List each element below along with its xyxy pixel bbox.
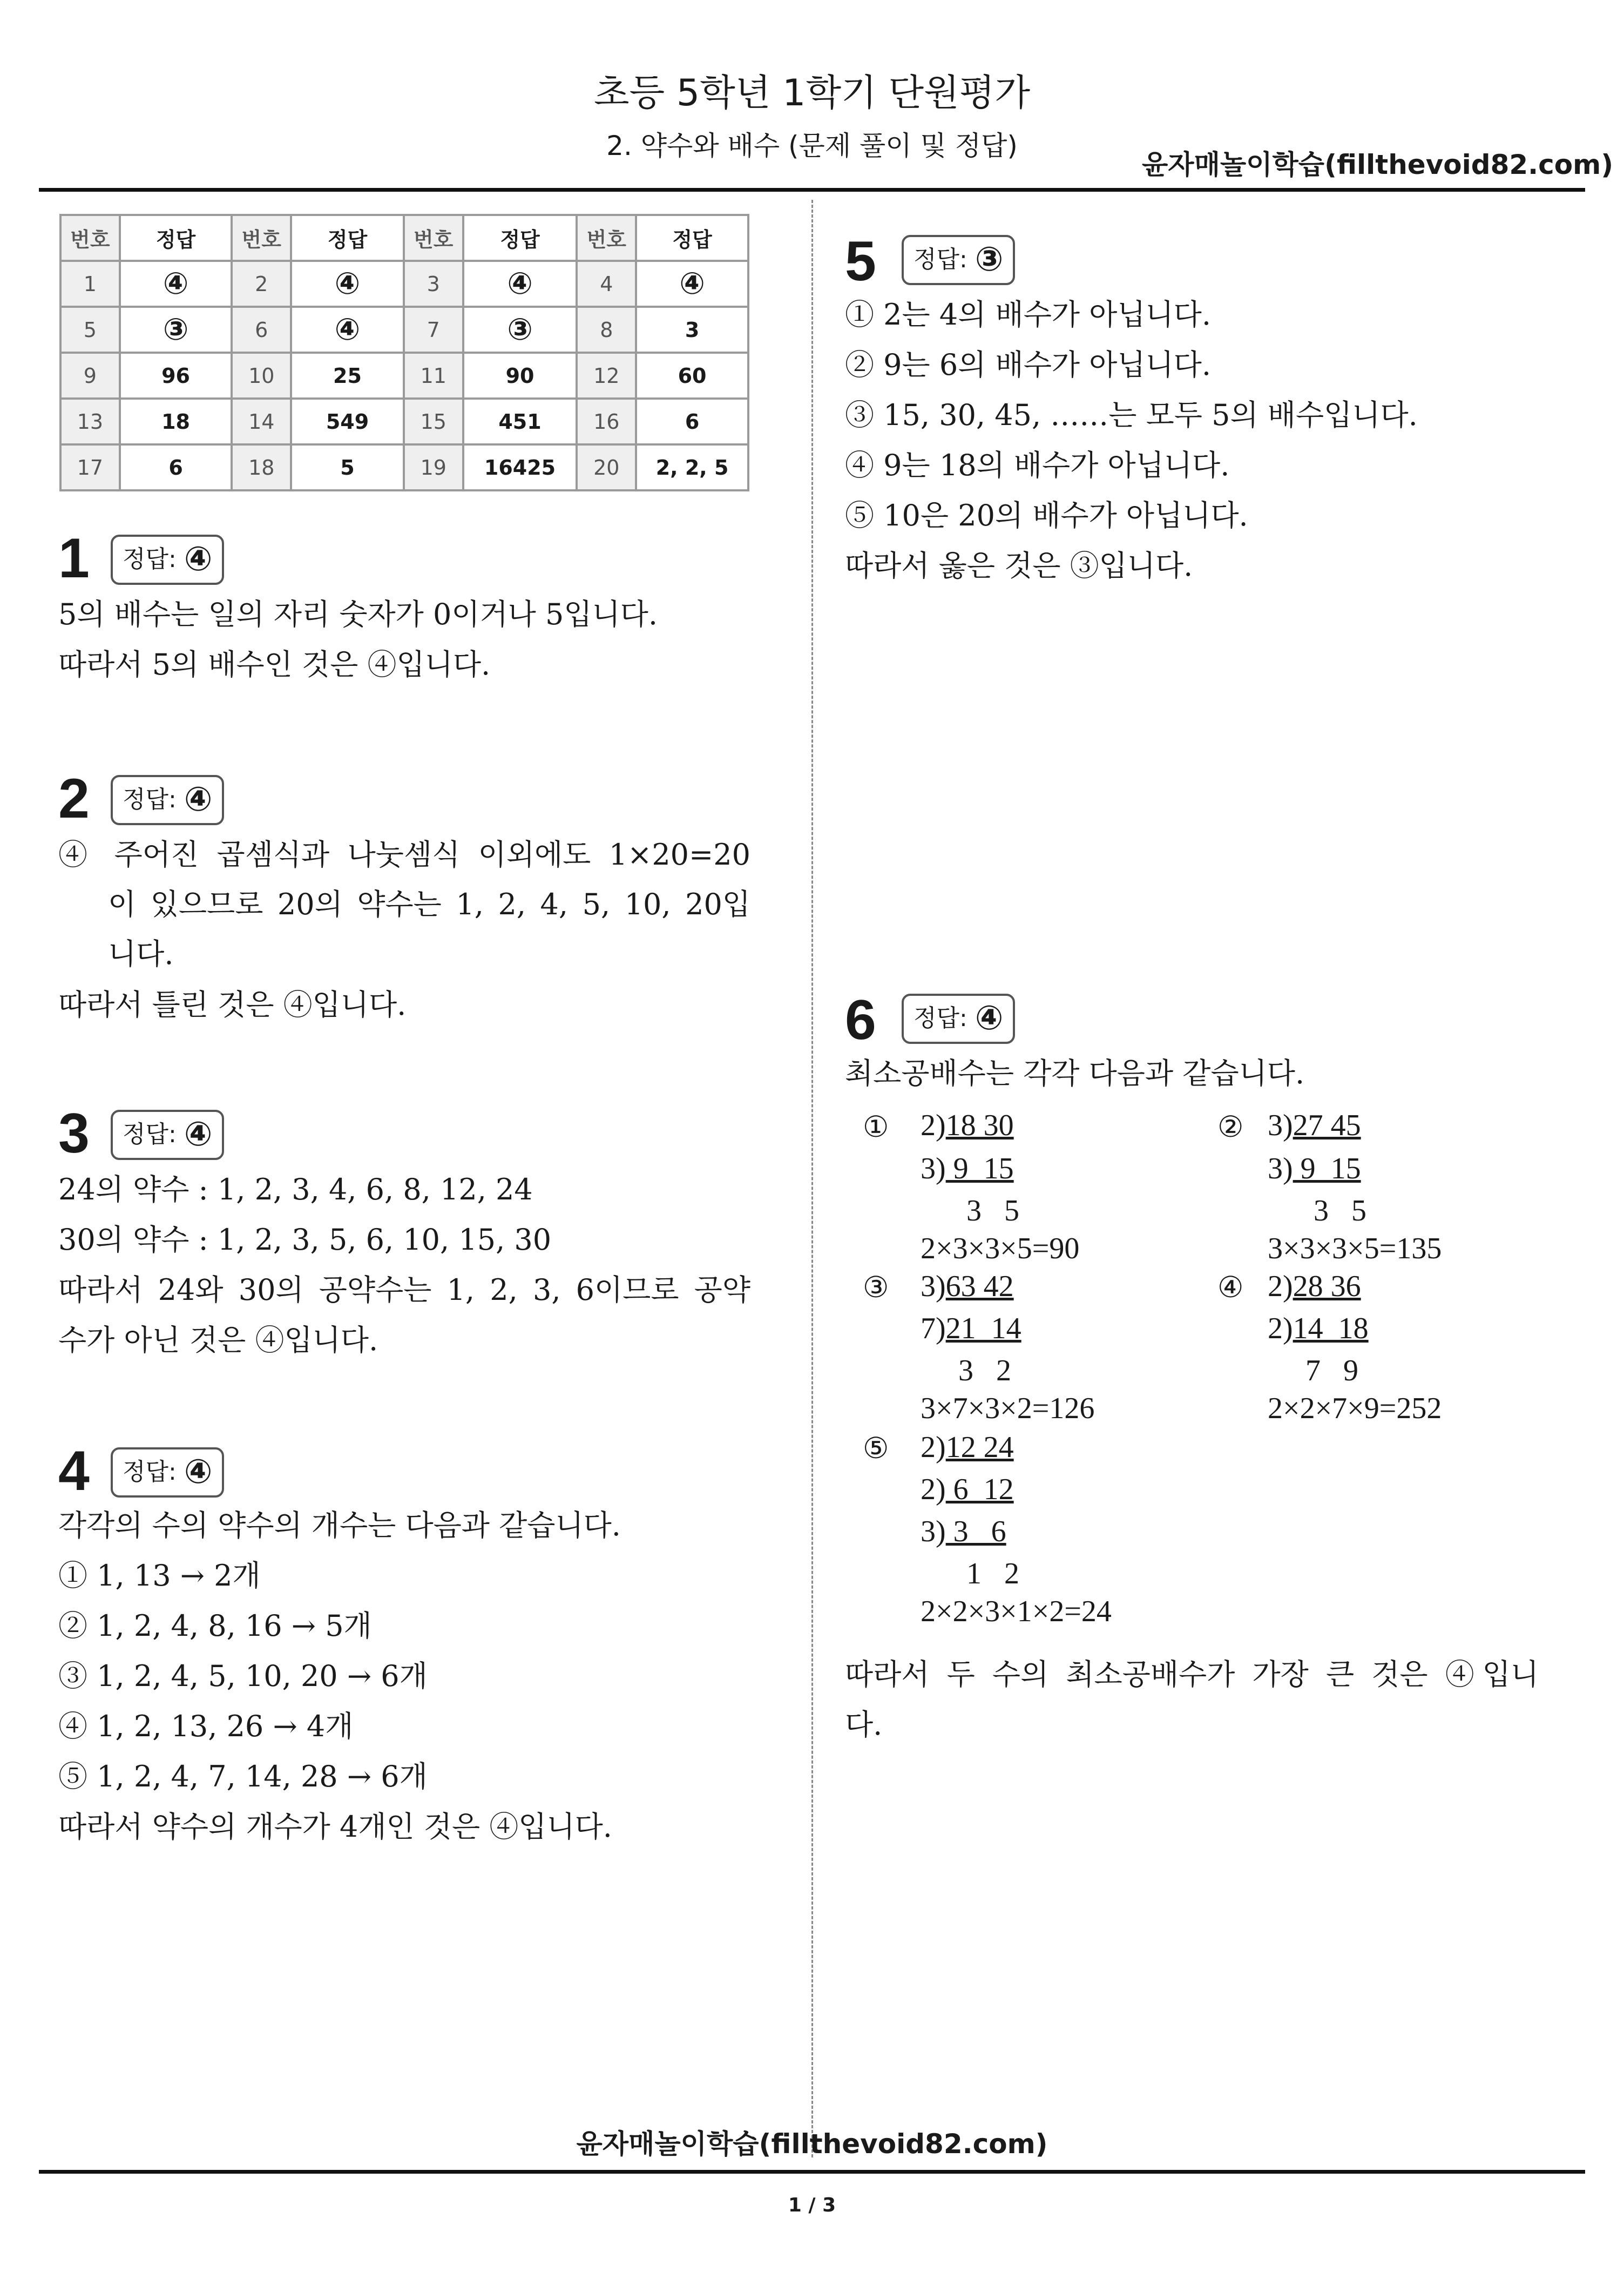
cell-num: 10: [232, 353, 291, 399]
cell-answer: 18: [120, 399, 232, 444]
question-number: 3: [58, 1102, 90, 1165]
table-row: [60, 399, 748, 444]
solution-line: ④ 주어진 곱셈식과 나눗셈식 이외에도 1×20=20: [58, 838, 750, 872]
solution-line: 따라서 5의 배수인 것은 ④입니다.: [58, 648, 491, 682]
solution-line: 다.: [845, 1708, 883, 1742]
badge-answer: ④: [975, 998, 1004, 1037]
lcm-result: 3×7×3×2=126: [921, 1392, 1095, 1425]
item-mark: ④: [1217, 1270, 1244, 1304]
solution-line: 따라서 24와 30의 공약수는 1, 2, 3, 6이므로 공약: [58, 1273, 750, 1307]
badge-label: 정답:: [914, 1004, 967, 1032]
answer-badge: [111, 1447, 224, 1498]
cell-answer: ③: [463, 307, 577, 353]
footer-brand: 윤자매놀이학습(fillthevoid82.com): [576, 2128, 1048, 2160]
solution-line: ② 1, 2, 4, 8, 16 → 5개: [58, 1609, 372, 1643]
answer-badge: [111, 775, 224, 825]
divisor: 2): [921, 1431, 946, 1464]
division-remainder: 1 2: [966, 1557, 1019, 1590]
division-remainder: 3 5: [966, 1194, 1019, 1228]
solution-line: ④ 9는 18의 배수가 아닙니다.: [845, 448, 1230, 482]
solution-line: 5의 배수는 일의 자리 숫자가 0이거나 5입니다.: [58, 597, 658, 631]
col-ans: 정답: [291, 215, 404, 261]
badge-label: 정답:: [123, 545, 177, 573]
question-number: 6: [845, 989, 876, 1051]
col-ans: 정답: [463, 215, 577, 261]
cell-num: 12: [577, 353, 636, 399]
table-row: [60, 444, 748, 490]
division-step: [1268, 1108, 1361, 1143]
divisor: 3): [921, 1270, 946, 1303]
lcm-result: 3×3×3×5=135: [1268, 1232, 1442, 1265]
cell-answer: ④: [120, 261, 232, 307]
cell-num: 8: [577, 307, 636, 353]
dividend: 27 45: [1293, 1109, 1361, 1142]
badge-answer: ③: [975, 239, 1004, 279]
answer-badge: [111, 535, 224, 585]
cell-num: 7: [404, 307, 463, 353]
dividend: 3 6: [945, 1515, 1006, 1548]
cell-num: 11: [404, 353, 463, 399]
col-num: 번호: [232, 215, 291, 261]
divisor: 3): [921, 1152, 946, 1185]
cell-num: 5: [60, 307, 120, 353]
cell-answer: 60: [636, 353, 748, 399]
dividend: 28 36: [1293, 1270, 1361, 1303]
cell-num: 4: [577, 261, 636, 307]
dividend: 14 18: [1293, 1312, 1369, 1345]
table-row: [60, 307, 748, 353]
badge-answer: ④: [184, 1452, 213, 1491]
cell-num: 17: [60, 444, 120, 490]
solution-line: ⑤ 10은 20의 배수가 아닙니다.: [845, 498, 1248, 532]
solution-line: 따라서 틀린 것은 ④입니다.: [58, 988, 407, 1022]
cell-num: 15: [404, 399, 463, 444]
answer-table: [59, 214, 749, 491]
page-title: 초등 5학년 1학기 단원평가: [593, 72, 1031, 114]
dividend: 21 14: [945, 1312, 1021, 1345]
cell-num: 16: [577, 399, 636, 444]
solution-line: ⑤ 1, 2, 4, 7, 14, 28 → 6개: [58, 1759, 428, 1793]
cell-answer: 96: [120, 353, 232, 399]
divisor: 2): [1268, 1270, 1293, 1303]
divisor: 2): [1268, 1312, 1293, 1345]
badge-label: 정답:: [914, 246, 967, 273]
solution-line: ② 9는 6의 배수가 아닙니다.: [845, 348, 1212, 382]
cell-answer: 6: [120, 444, 232, 490]
division-remainder: 3 5: [1314, 1194, 1366, 1228]
division-step: [1268, 1311, 1369, 1346]
col-num: 번호: [577, 215, 636, 261]
solution-line: 따라서 옳은 것은 ③입니다.: [845, 549, 1193, 583]
item-mark: ⑤: [863, 1431, 889, 1465]
col-num: 번호: [404, 215, 463, 261]
divisor: 7): [921, 1312, 946, 1345]
lcm-result: 2×2×3×1×2=24: [921, 1595, 1112, 1628]
question-number: 5: [845, 230, 876, 293]
question-number: 1: [58, 527, 90, 590]
cell-answer: 2, 2, 5: [636, 444, 748, 490]
division-step: [921, 1472, 1014, 1507]
badge-label: 정답:: [123, 1458, 177, 1486]
answer-badge: [902, 235, 1015, 285]
solution-line: 따라서 두 수의 최소공배수가 가장 큰 것은 ④입니: [845, 1657, 1539, 1691]
cell-answer: ④: [291, 261, 404, 307]
cell-num: 3: [404, 261, 463, 307]
solution-line: 30의 약수 : 1, 2, 3, 5, 6, 10, 15, 30: [58, 1223, 552, 1257]
cell-num: 18: [232, 444, 291, 490]
cell-num: 2: [232, 261, 291, 307]
solution-line: ③ 15, 30, 45, ……는 모두 5의 배수입니다.: [845, 398, 1418, 432]
badge-label: 정답:: [123, 786, 177, 813]
dividend: 6 12: [945, 1473, 1014, 1506]
question-number: 2: [58, 767, 90, 830]
division-step: [1268, 1269, 1361, 1304]
item-mark: ③: [863, 1270, 889, 1304]
col-num: 번호: [60, 215, 120, 261]
cell-answer: 6: [636, 399, 748, 444]
cell-answer: 90: [463, 353, 577, 399]
answer-table-header: [60, 215, 748, 261]
question-number: 4: [58, 1440, 90, 1502]
answer-badge: [111, 1110, 224, 1160]
badge-answer: ④: [184, 1114, 213, 1154]
solution-line: 24의 약수 : 1, 2, 3, 4, 6, 8, 12, 24: [58, 1172, 533, 1206]
division-step: [1268, 1151, 1361, 1186]
cell-answer: 25: [291, 353, 404, 399]
answer-badge: [902, 994, 1015, 1044]
dividend: 9 15: [945, 1152, 1014, 1185]
solution-line: ① 2는 4의 배수가 아닙니다.: [845, 298, 1212, 332]
table-row: [60, 353, 748, 399]
division-step: [921, 1151, 1014, 1186]
cell-num: 20: [577, 444, 636, 490]
division-step: [921, 1514, 1006, 1549]
cell-answer: ④: [291, 307, 404, 353]
divisor: 3): [921, 1515, 946, 1548]
solution-line: 따라서 약수의 개수가 4개인 것은 ④입니다.: [58, 1810, 612, 1844]
cell-num: 1: [60, 261, 120, 307]
solution-line: ① 1, 13 → 2개: [58, 1559, 261, 1593]
solution-line: 최소공배수는 각각 다음과 같습니다.: [845, 1056, 1305, 1090]
dividend: 18 30: [945, 1109, 1014, 1142]
header-rule: [39, 188, 1585, 192]
solution-line: 니다.: [108, 937, 174, 971]
badge-answer: ④: [184, 539, 213, 578]
col-ans: 정답: [120, 215, 232, 261]
badge-answer: ④: [184, 779, 213, 819]
cell-num: 13: [60, 399, 120, 444]
column-divider: [811, 200, 813, 2157]
cell-answer: ④: [636, 261, 748, 307]
item-mark: ①: [863, 1110, 889, 1144]
cell-answer: 5: [291, 444, 404, 490]
division-step: [921, 1311, 1021, 1346]
solution-line: 수가 아닌 것은 ④입니다.: [58, 1323, 378, 1357]
dividend: 12 24: [945, 1431, 1014, 1464]
division-remainder: 3 2: [958, 1354, 1011, 1387]
page-subtitle: 2. 약수와 배수 (문제 풀이 및 정답): [606, 130, 1018, 161]
dividend: 9 15: [1293, 1152, 1361, 1185]
divisor: 2): [921, 1473, 946, 1506]
cell-num: 14: [232, 399, 291, 444]
solution-line: 이 있으므로 20의 약수는 1, 2, 4, 5, 10, 20입: [108, 887, 750, 921]
footer-rule: [39, 2170, 1585, 2174]
divisor: 3): [1268, 1152, 1293, 1185]
cell-answer: 549: [291, 399, 404, 444]
division-step: [921, 1108, 1014, 1143]
solution-line: 각각의 수의 약수의 개수는 다음과 같습니다.: [58, 1508, 621, 1542]
table-row: [60, 261, 748, 307]
col-ans: 정답: [636, 215, 748, 261]
dividend: 63 42: [945, 1270, 1014, 1303]
cell-answer: 451: [463, 399, 577, 444]
cell-answer: 16425: [463, 444, 577, 490]
cell-answer: ③: [120, 307, 232, 353]
cell-answer: ④: [463, 261, 577, 307]
solution-line: ④ 1, 2, 13, 26 → 4개: [58, 1709, 354, 1743]
divisor: 2): [921, 1109, 946, 1142]
division-remainder: 7 9: [1305, 1354, 1358, 1387]
item-mark: ②: [1217, 1110, 1244, 1144]
cell-num: 9: [60, 353, 120, 399]
cell-answer: 3: [636, 307, 748, 353]
badge-label: 정답:: [123, 1121, 177, 1148]
lcm-result: 2×2×7×9=252: [1268, 1392, 1442, 1425]
cell-num: 19: [404, 444, 463, 490]
page-number: 1 / 3: [788, 2194, 836, 2216]
division-step: [921, 1269, 1014, 1304]
division-step: [921, 1430, 1014, 1465]
header-brand: 윤자매놀이학습(fillthevoid82.com): [1142, 149, 1614, 180]
solution-line: ③ 1, 2, 4, 5, 10, 20 → 6개: [58, 1659, 428, 1693]
lcm-result: 2×3×3×5=90: [921, 1232, 1080, 1265]
cell-num: 6: [232, 307, 291, 353]
divisor: 3): [1268, 1109, 1293, 1142]
